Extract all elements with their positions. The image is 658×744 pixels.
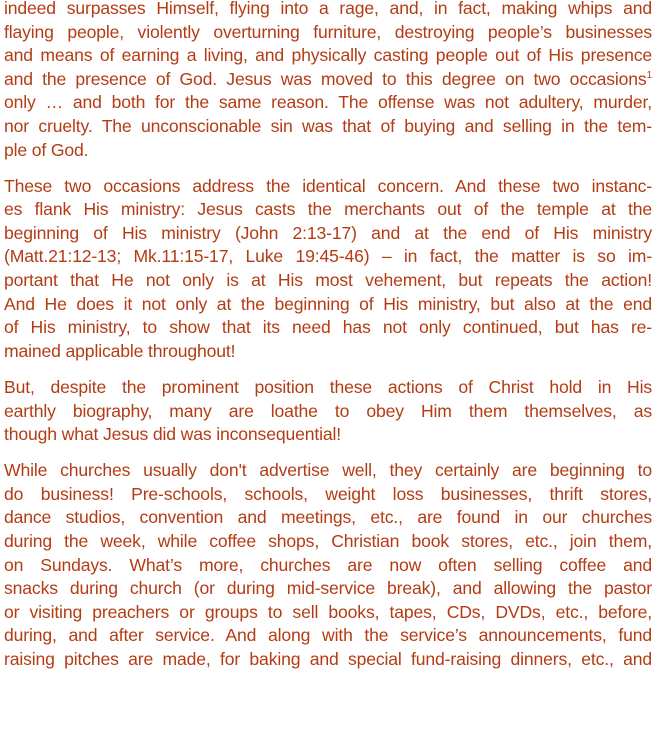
text-line-segment: and the presence of God. Jesus was moved to this degree on two occasions [4,68,647,89]
text-line: But, despite the prominent position these actions of Christ hold in His [4,376,652,397]
text-line: or visiting preachers or groups to sell books, tapes, CDs, DVDs, etc., before, [4,601,652,622]
text-line: of His ministry, to show that its need has not only continued, but has re- [4,317,652,338]
document-page [4,0,652,684]
paragraph-2 [4,175,652,364]
text-line: during the week, while coffee shops, Christian book stores, etc., join them, [4,530,652,551]
text-line: While churches usually don't advertise well, they certainly are beginning to [4,460,652,481]
text-line: These two occasions address the identical concern. And these two instanc- [4,175,652,196]
paragraph-4 [4,459,652,671]
text-line: on Sundays. What’s more, churches are now often selling coffee and [4,554,652,575]
text-line: es flank His ministry: Jesus casts the merchants out of the temple at the [4,199,652,220]
text-line: raising pitches are made, for baking and special fund-raising dinners, etc., and [4,648,652,669]
paragraph-1 [4,0,652,162]
text-line: beginning of His ministry (John 2:13-17) and at the end of His ministry [4,222,652,243]
text-line: do business! Pre-schools, schools, weight loss businesses, thrift stores, [4,483,652,504]
text-line: dance studios, convention and meetings, etc., are found in our churches [4,507,652,528]
text-line: earthly biography, many are loathe to obey Him them themselves, as [4,400,652,421]
text-line: portant that He not only is at His most vehement, but repeats the action! [4,270,652,291]
text-line: though what Jesus did was inconsequential! [4,424,342,445]
text-line: nor cruelty. The unconscionable sin was that of buying and selling in the tem- [4,115,652,136]
text-line: snacks during church (or during mid-service break), and allowing the pastor [4,578,652,599]
text-line: and means of earning a living, and physically casting people out of His presence [4,45,652,66]
text-line-with-footnote [4,68,652,92]
paragraph-3 [4,376,652,447]
text-line: And He does it not only at the beginning of His ministry, but also at the end [4,293,652,314]
text-line: mained applicable throughout! [4,340,236,361]
text-line: only … and both for the same reason. The offense was not adultery, murder, [4,92,652,113]
text-line: (Matt.21:12-13; Mk.11:15-17, Luke 19:45-46) – in fact, the matter is so im- [4,246,652,267]
text-line: flaying people, violently overturning furniture, destroying people’s businesses [4,21,652,42]
text-line: ple of God. [4,139,89,160]
footnote-reference: 1 [646,69,652,81]
text-line: during, and after service. And along with the service’s announcements, fund [4,625,652,646]
text-line: indeed surpasses Himself, flying into a rage, and, in fact, making whips and [4,0,652,18]
